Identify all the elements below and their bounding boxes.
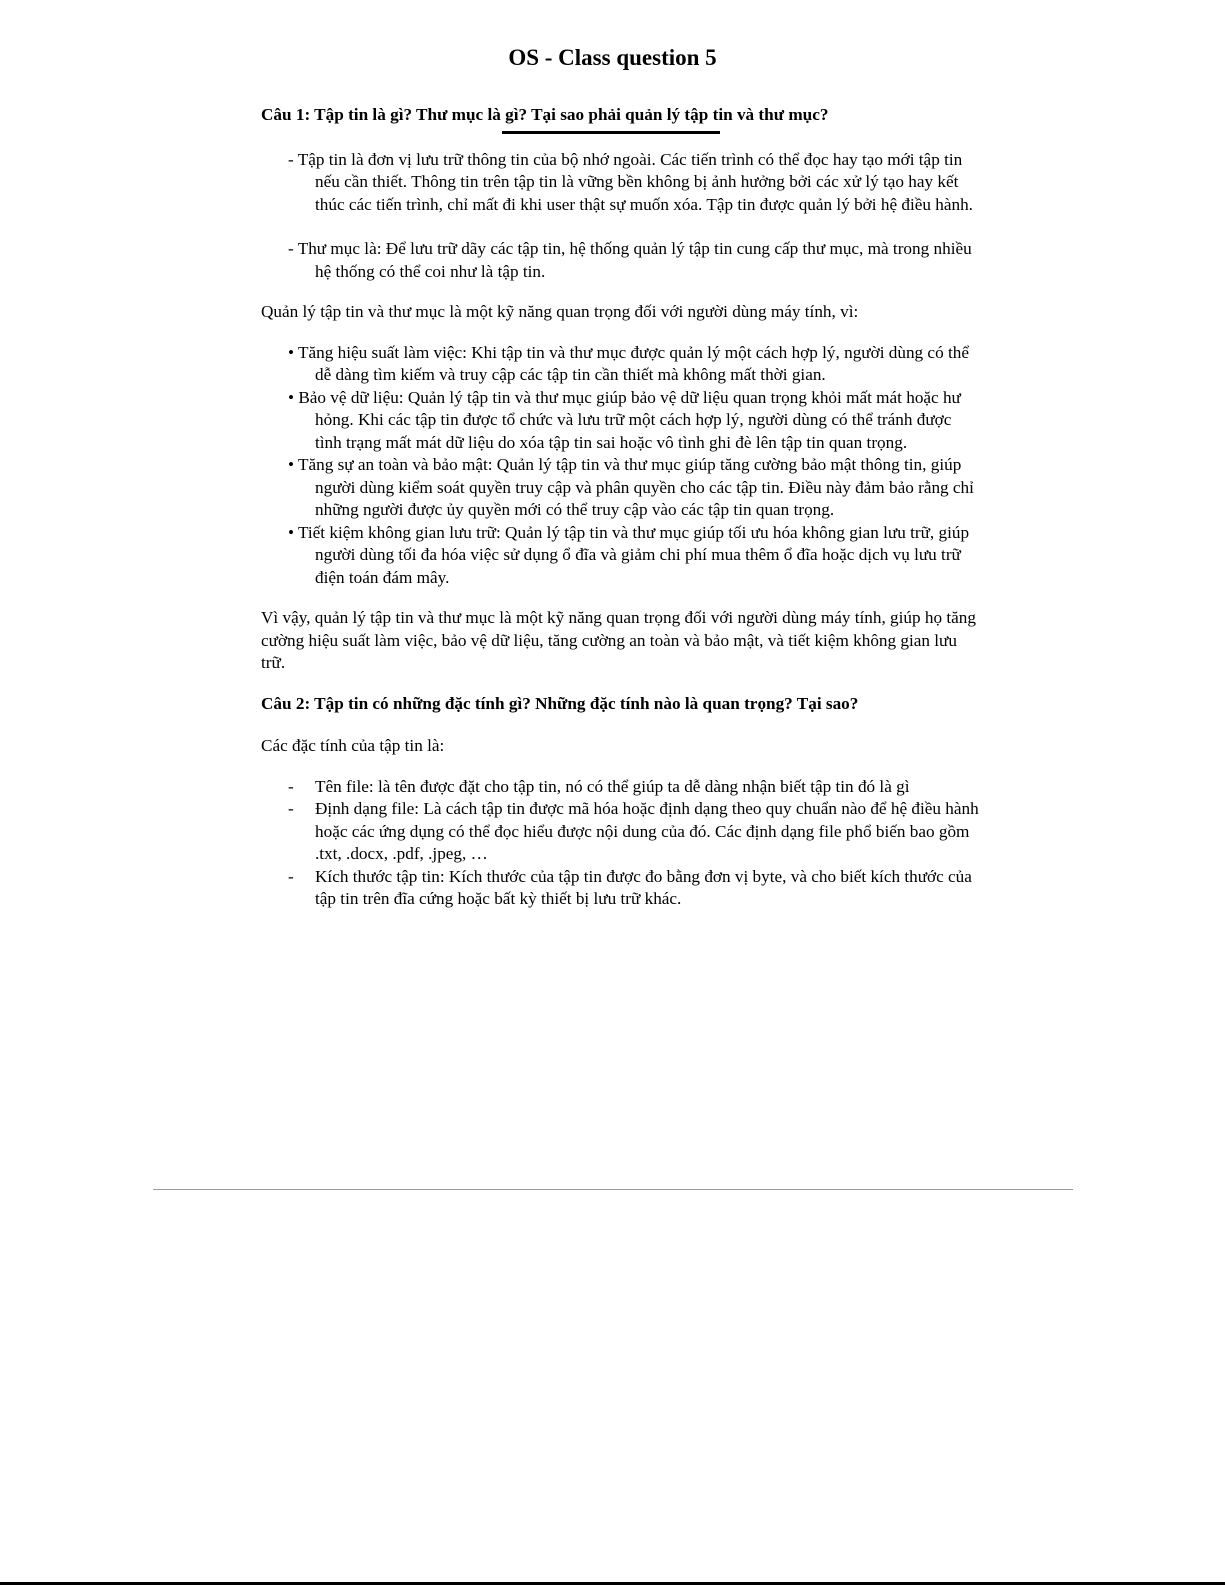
benefits-list	[261, 342, 981, 590]
list-item: • Tăng sự an toàn và bảo mật: Quản lý tập tin và thư mục giúp tăng cường bảo mật thông tin, giúp người dùng kiểm soát quyền truy cập và phân quyền cho các tập tin. Điều này đảm bảo rằng chỉ những người được ủy quyền mới có thể truy cập vào các tập tin quan trọng.	[288, 455, 974, 519]
dash-marker: -	[288, 799, 294, 818]
list-item	[261, 866, 981, 911]
page-separator	[153, 1189, 1073, 1190]
list-item: • Tăng hiệu suất làm việc: Khi tập tin và thư mục được quản lý một cách hợp lý, người dùng có thể dễ dàng tìm kiếm và truy cập các tập tin cần thiết mà không mất thời gian.	[288, 342, 969, 384]
attributes-list	[261, 776, 981, 911]
definition-file: - Tập tin là đơn vị lưu trữ thông tin của bộ nhớ ngoài. Các tiến trình có thể đọc hay tạo mới tập tin nếu cần thiết. Thông tin trên tập tin là vững bền không bị ảnh hưởng bởi các xử lý tạo hay kết thúc các tiến trình, chỉ mất đi khi user thật sự muốn xóa. Tập tin được quản lý bởi hệ điều hành.	[288, 149, 973, 214]
definition-folder: - Thư mục là: Để lưu trữ dãy các tập tin, hệ thống quản lý tập tin cung cấp thư mục, mà trong nhiều hệ thống có thể coi như là tập tin.	[288, 239, 972, 281]
list-item: • Bảo vệ dữ liệu: Quản lý tập tin và thư mục giúp bảo vệ dữ liệu quan trọng khỏi mất mát hoặc hư hỏng. Khi các tập tin được tổ chức và lưu trữ một cách hợp lý, người dùng có thể tránh được tình trạng mất mát dữ liệu do xóa tập tin sai hoặc vô tình ghi đè lên tập tin quan trọng.	[288, 387, 961, 452]
question-1-heading	[261, 104, 981, 127]
management-intro: Quản lý tập tin và thư mục là một kỹ năng quan trọng đối với người dùng máy tính, vì:	[261, 302, 859, 321]
dash-marker: -	[288, 776, 294, 796]
attribute-text: Tên file: là tên được đặt cho tập tin, nó có thể giúp ta dễ dàng nhận biết tập tin đó là gì	[315, 776, 910, 796]
text-underline-mark	[502, 131, 720, 134]
attribute-text: Kích thước tập tin: Kích thước của tập tin được đo bằng đơn vị byte, và cho biết kích thước của tập tin trên đĩa cứng hoặc bất kỳ thiết bị lưu trữ khác.	[315, 866, 972, 908]
list-item	[261, 798, 981, 866]
attributes-intro: Các đặc tính của tập tin là:	[261, 736, 445, 755]
dash-marker: -	[288, 866, 294, 886]
page-title: OS - Class question 5	[508, 45, 717, 70]
conclusion-paragraph: Vì vậy, quản lý tập tin và thư mục là một kỹ năng quan trọng đối với người dùng máy tính, giúp họ tăng cường hiệu suất làm việc, bảo vệ dữ liệu, tăng cường an toàn và bảo mật, và tiết kiệm không gian lưu trữ.	[261, 608, 976, 672]
question-1-heading-text: Câu 1: Tập tin là gì? Thư mục là gì? Tại sao phải quản lý tập tin và thư mục?	[261, 105, 829, 124]
list-item: • Tiết kiệm không gian lưu trữ: Quản lý tập tin và thư mục giúp tối ưu hóa không gian lưu trữ, giúp người dùng tối đa hóa việc sử dụng ổ đĩa và giảm chi phí mua thêm ổ đĩa hoặc dịch vụ lưu trữ điện toán đám mây.	[288, 522, 970, 587]
document-body	[261, 104, 981, 911]
attribute-text: Định dạng file: Là cách tập tin được mã hóa hoặc định dạng theo quy chuẩn nào để hệ điều hành hoặc các ứng dụng có thể đọc hiểu được nội dung của đó. Các định dạng file phổ biến bao gồm .txt, .docx, .pdf, .jpeg, …	[315, 799, 979, 863]
list-item	[261, 776, 981, 799]
question-2-heading: Câu 2: Tập tin có những đặc tính gì? Những đặc tính nào là quan trọng? Tại sao?	[261, 693, 859, 713]
